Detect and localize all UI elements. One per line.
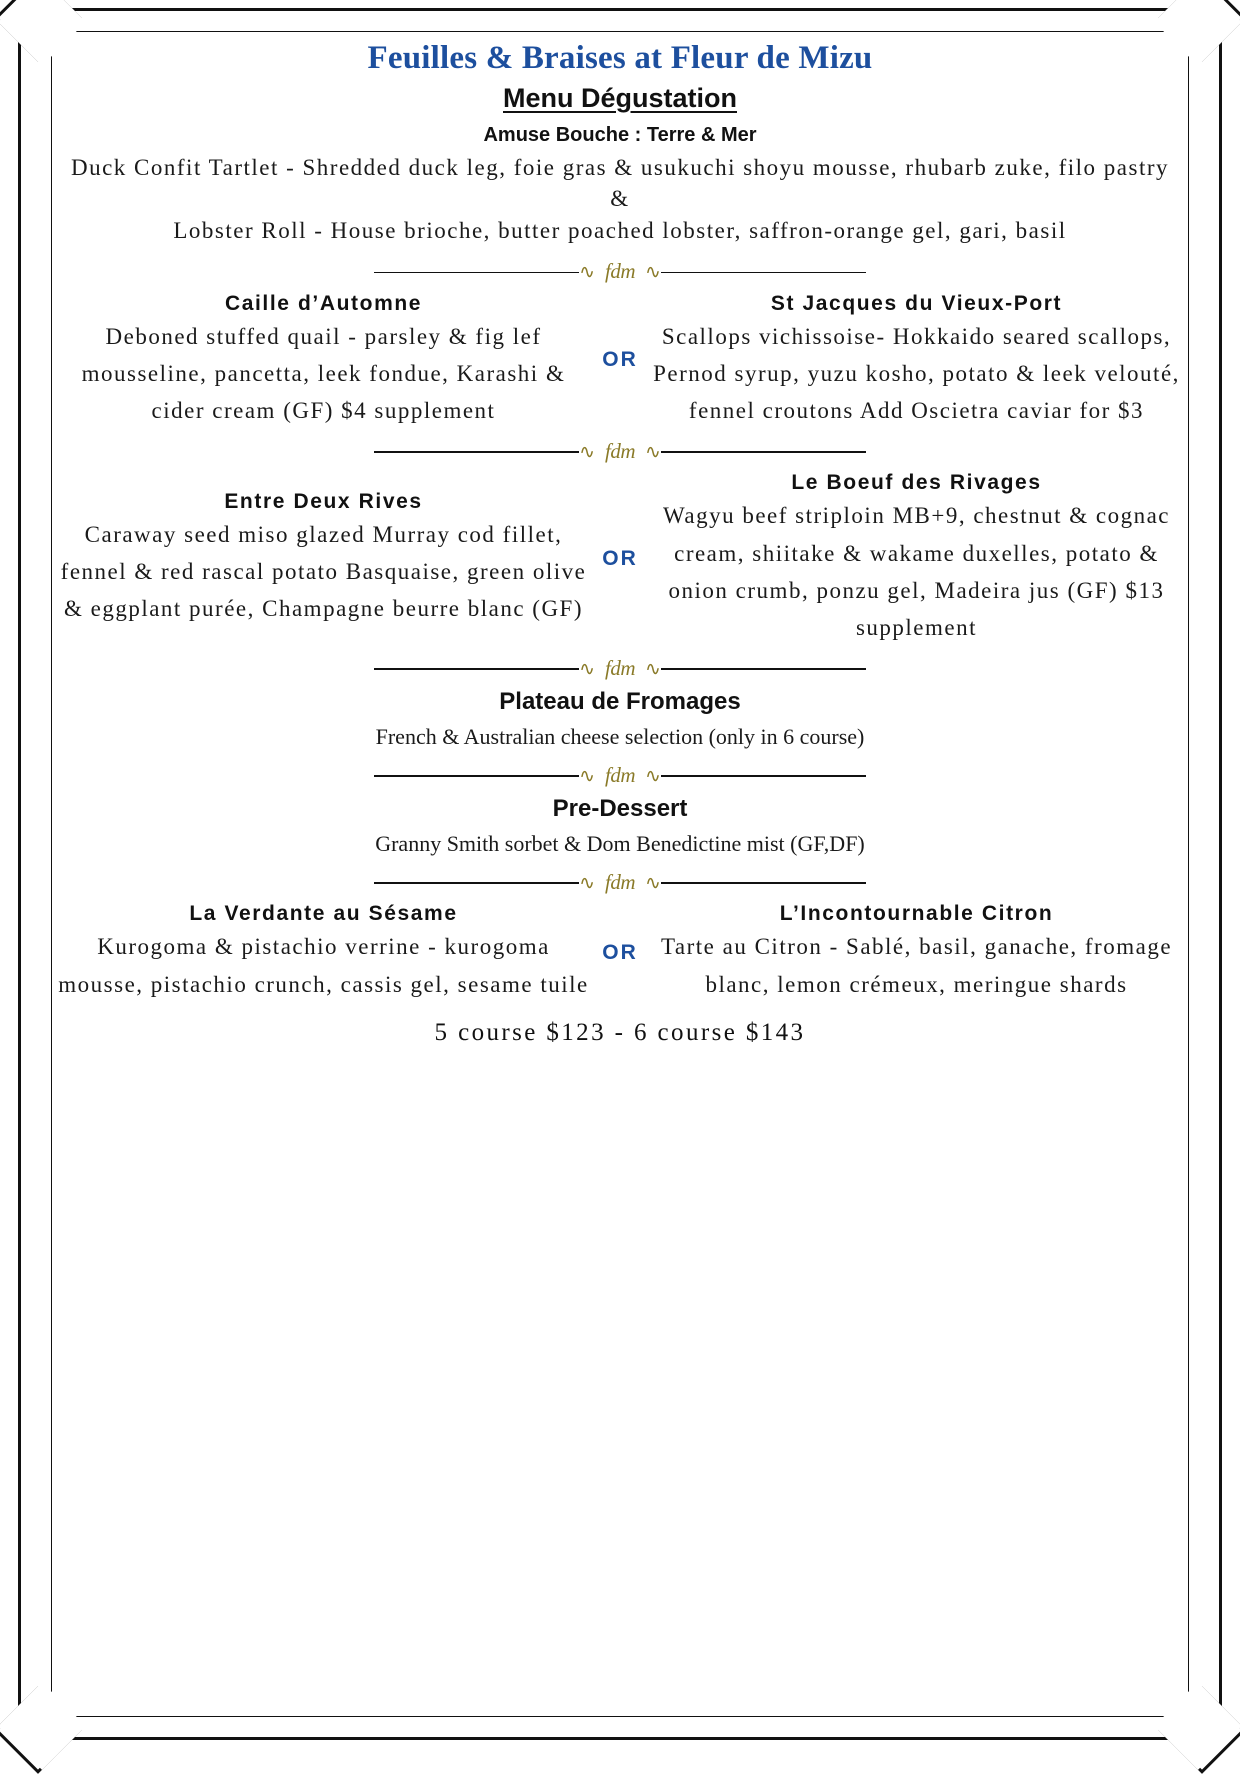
divider-rule-left bbox=[374, 668, 579, 670]
monogram-fdm: fdm bbox=[605, 762, 635, 787]
dessert-left-description: Kurogoma & pistachio verrine - kurogoma mousse, pistachio crunch, cassis gel, sesame tuile bbox=[58, 934, 589, 997]
section-amuse-bouche bbox=[58, 124, 1182, 250]
cheese-course-heading: Plateau de Fromages bbox=[499, 688, 741, 716]
pre-dessert-description: Granny Smith sorbet & Dom Benedictine mist (GF,DF) bbox=[375, 831, 865, 857]
restaurant-title: Feuilles & Braises at Fleur de Mizu bbox=[367, 40, 873, 76]
divider-rule-right bbox=[661, 775, 866, 777]
section-dessert-course bbox=[58, 902, 1182, 1003]
divider-rule-left bbox=[374, 775, 579, 777]
monogram-fdm: fdm bbox=[605, 438, 635, 463]
third-course-or-label: OR bbox=[602, 546, 638, 570]
divider-swash-left: ∿ bbox=[579, 441, 595, 463]
dessert-right-heading: L’Incontournable Citron bbox=[779, 902, 1054, 926]
amuse-bouche-item-one: Duck Confit Tartlet - Shredded duck leg, foie gras & usukuchi shoyu mousse, rhubarb zuke, filo pastry bbox=[70, 155, 1169, 180]
section-divider bbox=[355, 870, 885, 896]
second-course-option-left bbox=[58, 292, 589, 430]
second-course-left-description: Deboned stuffed quail - parsley & fig lef mousseline, pancetta, leek fondue, Karashi & cider cream (GF) $4 supplement bbox=[81, 323, 566, 423]
section-divider bbox=[355, 656, 885, 682]
divider-rule-left bbox=[374, 272, 579, 274]
divider-swash-right: ∿ bbox=[645, 658, 661, 680]
divider-swash-left: ∿ bbox=[579, 262, 595, 283]
section-divider bbox=[355, 260, 885, 286]
divider-rule-left bbox=[374, 451, 579, 453]
section-third-course bbox=[58, 471, 1182, 646]
second-course-left-heading: Caille d’Automne bbox=[224, 291, 423, 315]
dessert-option-left bbox=[58, 902, 589, 1003]
menu-title: Menu Dégustation bbox=[503, 83, 737, 113]
divider-swash-right: ∿ bbox=[645, 262, 661, 283]
divider-swash-right: ∿ bbox=[645, 441, 661, 463]
third-course-left-heading: Entre Deux Rives bbox=[224, 489, 423, 513]
third-course-left-description: Caraway seed miso glazed Murray cod fillet, fennel & red rascal potato Basquaise, green olive & eggplant purée, Champagne beurre blanc (GF) bbox=[60, 521, 587, 622]
cheese-course-description: French & Australian cheese selection (only in 6 course) bbox=[375, 724, 865, 750]
dessert-or-label: OR bbox=[602, 940, 638, 964]
divider-swash-right: ∿ bbox=[645, 872, 661, 894]
amuse-bouche-heading: Amuse Bouche : Terre & Mer bbox=[483, 124, 757, 146]
divider-rule-right bbox=[661, 272, 866, 274]
divider-swash-left: ∿ bbox=[579, 658, 595, 680]
monogram-fdm: fdm bbox=[605, 259, 635, 283]
pre-dessert-heading: Pre-Dessert bbox=[552, 795, 688, 823]
section-divider bbox=[355, 439, 885, 465]
divider-rule-right bbox=[661, 668, 866, 670]
dessert-left-heading: La Verdante au Sésame bbox=[189, 902, 458, 926]
section-second-course bbox=[58, 292, 1182, 430]
divider-swash-left: ∿ bbox=[579, 872, 595, 894]
third-course-right-description: Wagyu beef striploin MB+9, chestnut & cognac cream, shiitake & wakame duxelles, potato & onion crumb, ponzu gel, Madeira jus (GF) $13 supplement bbox=[663, 503, 1170, 640]
price-line: 5 course $123 - 6 course $143 bbox=[434, 1018, 806, 1046]
third-course-option-right bbox=[651, 471, 1182, 646]
divider-rule-right bbox=[661, 451, 866, 453]
third-course-right-heading: Le Boeuf des Rivages bbox=[791, 471, 1042, 495]
section-cheese-course bbox=[58, 688, 1182, 753]
divider-swash-right: ∿ bbox=[645, 765, 661, 787]
section-divider bbox=[355, 763, 885, 789]
amuse-bouche-item-two: Lobster Roll - House brioche, butter poached lobster, saffron-orange gel, gari, basil bbox=[173, 218, 1067, 244]
dessert-option-right bbox=[651, 902, 1182, 1003]
monogram-fdm: fdm bbox=[605, 869, 635, 894]
divider-rule-left bbox=[374, 882, 579, 884]
second-course-right-heading: St Jacques du Vieux-Port bbox=[770, 291, 1063, 315]
second-course-option-right bbox=[651, 292, 1182, 430]
second-course-or-label: OR bbox=[602, 348, 638, 372]
menu-content bbox=[40, 28, 1200, 1722]
divider-swash-left: ∿ bbox=[579, 765, 595, 787]
second-course-right-description: Scallops vichissoise- Hokkaido seared scallops, Pernod syrup, yuzu kosho, potato & leek velouté, fennel croutons Add Oscietra caviar for $3 bbox=[653, 323, 1180, 423]
divider-rule-right bbox=[661, 882, 866, 884]
amuse-bouche-separator: & bbox=[610, 186, 630, 212]
third-course-option-left bbox=[58, 490, 589, 628]
section-pre-dessert bbox=[58, 795, 1182, 860]
monogram-fdm: fdm bbox=[605, 655, 635, 680]
dessert-right-description: Tarte au Citron - Sablé, basil, ganache, fromage blanc, lemon crémeux, meringue shards bbox=[660, 934, 1173, 997]
